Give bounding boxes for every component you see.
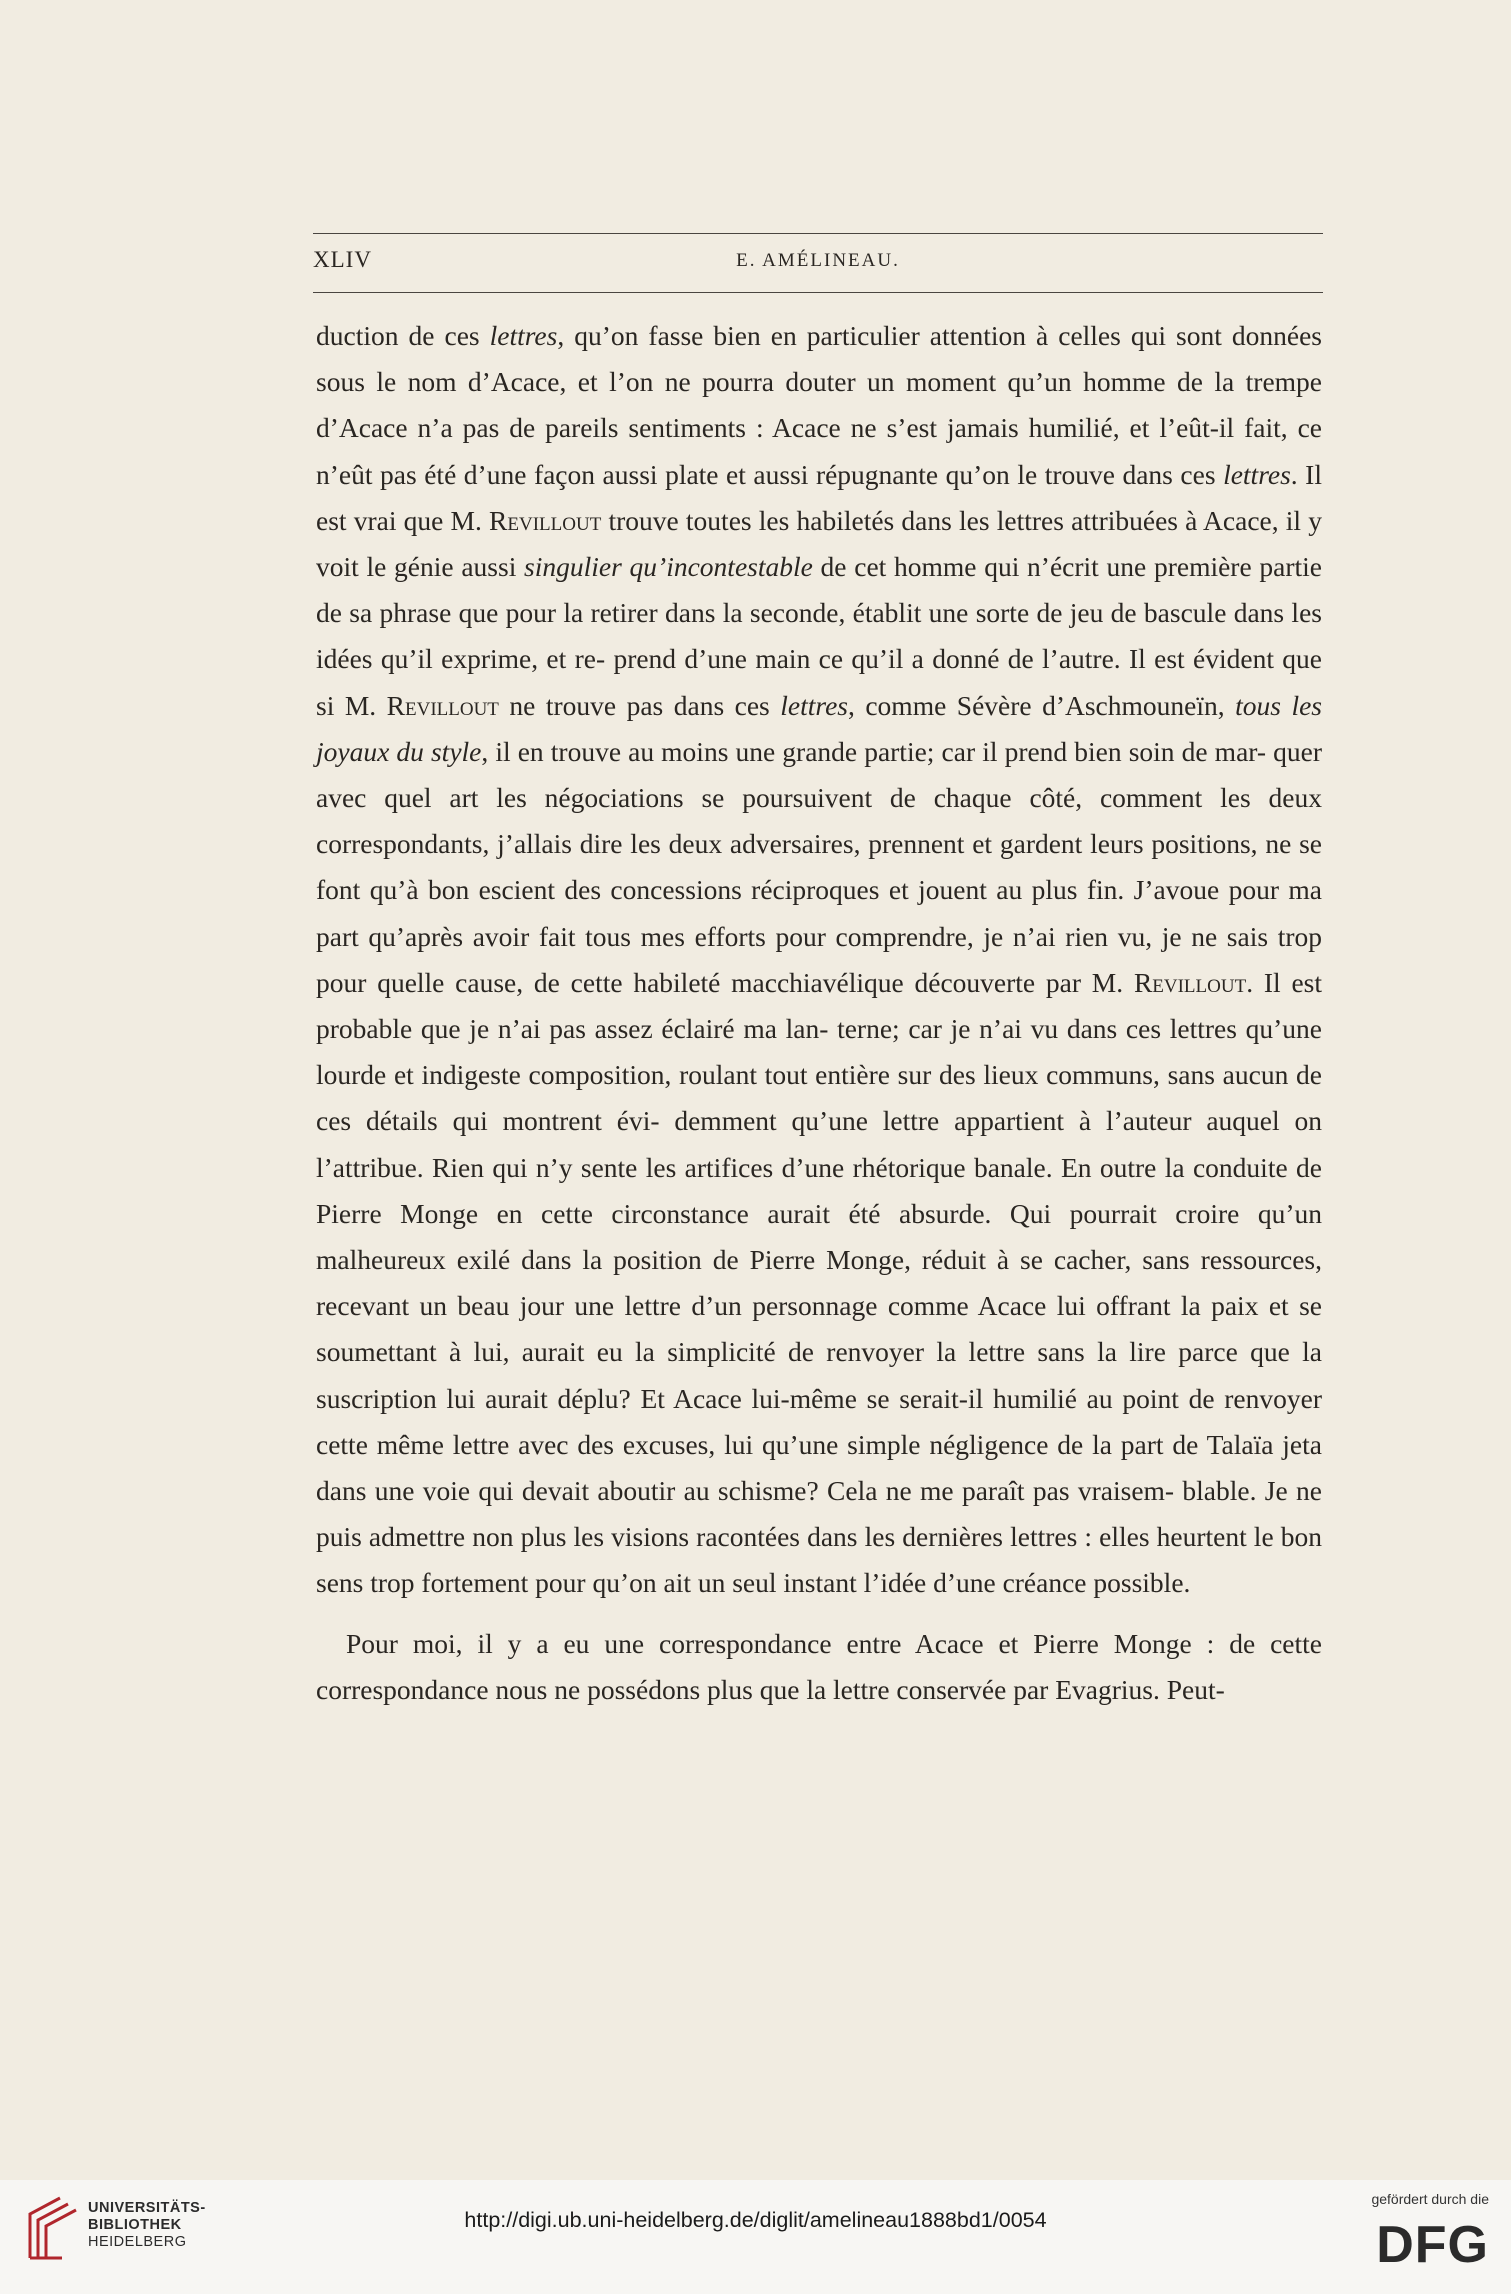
italic-run: lettres xyxy=(1223,458,1291,490)
running-title: E. AMÉLINEAU. xyxy=(736,250,900,271)
italic-run: lettres xyxy=(489,320,558,351)
italic-run: singulier qu’incontestable xyxy=(524,551,813,583)
author-name-smallcaps: Revillout xyxy=(1133,966,1247,998)
text-run: . Il est vrai que M. xyxy=(316,458,1322,536)
library-name-line-3: HEIDELBERG xyxy=(88,2234,187,2250)
permalink-url[interactable]: http://digi.ub.uni-heidelberg.de/diglit/amelineau1888bd1/0054 xyxy=(464,2208,1047,2232)
library-name-line-1: UNIVERSITÄTS- xyxy=(88,2200,206,2216)
text-run: , il en trouve au moins une grande partie; car il prend bien soin de mar- quer avec quel art les négociations se poursuivent de chaque côté, comment les deux correspondants, j’allais dire les deux adversaires, prennent et gardent leurs positions, ne se font qu’à bon escient des concessions réciproques et jouent au plus fin. J’avoue pour ma part qu’après avoir fait tous mes efforts pour comprendre, je n’ai rien vu, je ne sais trop pour quelle cause, de cette habileté macchiavélique découverte par M. xyxy=(316,735,1323,998)
page-folio: XLIV xyxy=(313,247,372,272)
header-top-rule xyxy=(313,233,1323,234)
page-header xyxy=(313,247,1323,283)
text-run: ne trouve pas dans ces xyxy=(498,689,781,721)
text-run: , comme Sévère d’Aschmouneïn, xyxy=(847,689,1236,721)
digitization-footer xyxy=(0,2180,1511,2294)
dfg-logo: DFG xyxy=(1376,2216,1489,2274)
text-run: duction de ces xyxy=(316,320,490,351)
paragraph-2: Pour moi, il y a eu une correspondance entre Acace et Pierre Monge : de cette correspondance nous ne possédons plus que la lettre conservée par Evagrius. Peut- xyxy=(316,1627,1322,1705)
italic-run: tous les joyaux du style xyxy=(316,689,1323,767)
funder-caption: gefördert durch die xyxy=(1371,2191,1489,2207)
paragraph-1 xyxy=(316,313,1322,1607)
body-text xyxy=(316,313,1322,1713)
text-run: . Il est probable que je n’ai pas assez éclairé ma lan- terne; car je n’ai vu dans ces lettres qu’une lourde et indigeste composition, roulant tout entière sur des lieux communs, sans aucun de ces détails qui montrent évi- demment qu’une lettre appartient à l’auteur auquel on l’attribue. Rien qui n’y sente les artifices d’une rhétorique banale. En outre la conduite de Pierre Monge en cette circonstance aurait été absurde. Qui pourrait croire qu’un malheureux exilé dans la position de Pierre Monge, réduit à se cacher, sans ressources, recevant un beau jour une lettre d’un personnage comme Acace lui offrant la paix et se soumettant à lui, aurait eu la simplicité de renvoyer la lettre sans la lire parce que la suscription lui aurait déplu? Et Acace lui-même se serait-il humilié au point de renvoyer cette même lettre avec des excuses, lui qu’une simple négligence de la part de Talaïa jeta dans une voie qui devait aboutir au schisme? Cela ne me paraît pas vraisem- blable. Je ne puis admettre non plus les visions racontées dans les dernières lettres : elles heurtent le bon sens trop fortement pour qu’on ait un seul instant l’idée d’une créance possible. xyxy=(316,966,1322,1599)
header-bottom-rule xyxy=(313,292,1323,293)
author-name-smallcaps: Revillout xyxy=(386,689,499,721)
text-run: trouve toutes les habiletés dans les lettres attribuées à Acace, il y voit le génie aussi xyxy=(316,504,1322,583)
italic-run: lettres xyxy=(780,689,848,721)
author-name-smallcaps: Revillout xyxy=(489,504,602,536)
text-run: de cet homme qui n’écrit une première partie de sa phrase que pour la retirer dans la seconde, établit une sorte de jeu de bascule dans les idées qu’il exprime, et re- prend d’une main ce qu’il a donné de l’autre. Il est évident que si M. xyxy=(316,551,1322,721)
text-run: , qu’on fasse bien en particulier attention à celles qui sont données sous le nom d’Acace, et l’on ne pourra douter un moment qu’un homme de la trempe d’Acace n’a pas de pareils sentiments : Acace ne s’est jamais humilié, et l’eût-il fait, ce n’eût pas été d’une façon aussi plate et aussi répugnante qu’on le trouve dans ces xyxy=(316,320,1322,490)
library-name-line-2: BIBLIOTHEK xyxy=(88,2217,182,2233)
